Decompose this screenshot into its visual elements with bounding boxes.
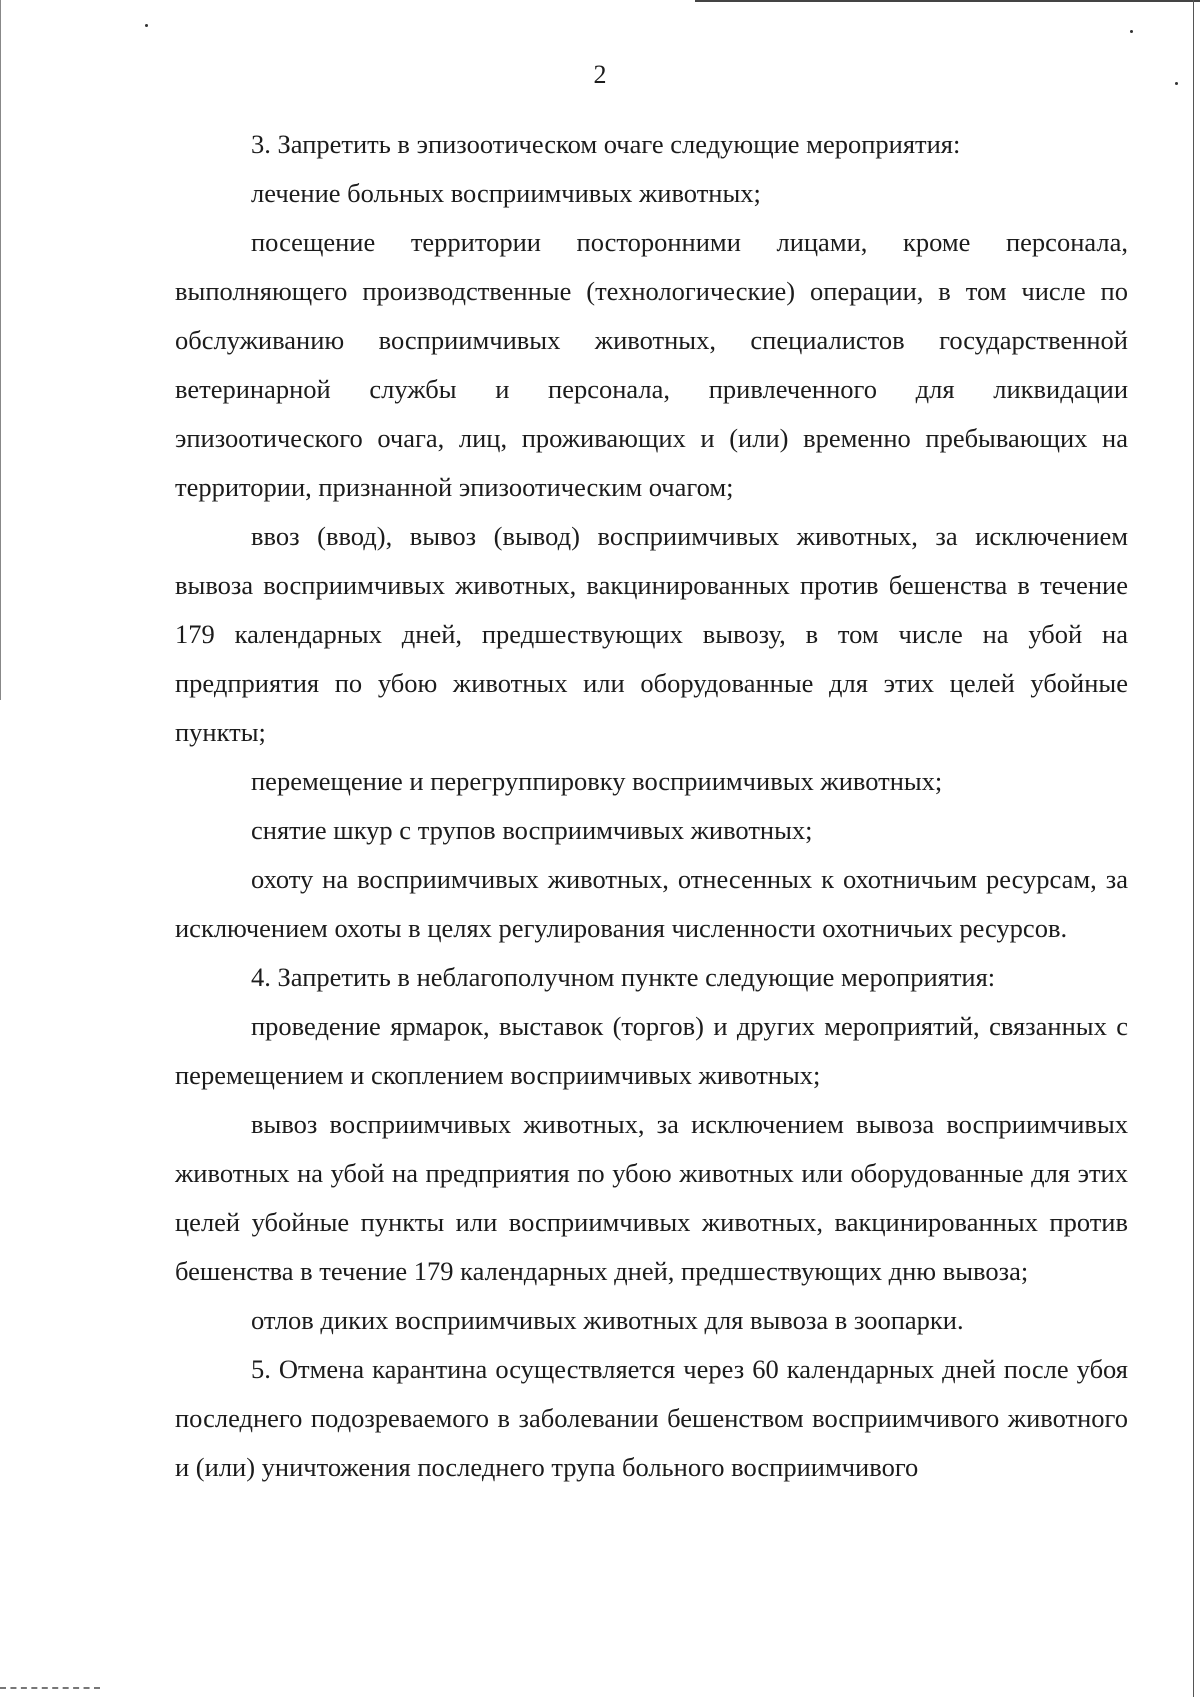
scan-speck xyxy=(145,24,148,27)
list-item-hunting: охоту на восприимчивых животных, отнесенных к охотничьим ресурсам, за исключением охоты в целях регулирования численности охотничьих ресурсов. xyxy=(175,864,1128,943)
paragraph-4-heading: 4. Запретить в неблагополучном пункте следующие мероприятия: xyxy=(251,962,996,992)
list-item-skinning: снятие шкур с трупов восприимчивых животных; xyxy=(251,815,813,845)
scan-edge-right xyxy=(1193,0,1194,1697)
page-number: 2 xyxy=(593,60,607,89)
scan-edge-top xyxy=(695,0,1200,2)
list-item-regrouping: перемещение и перегруппировку восприимчивых животных; xyxy=(251,766,943,796)
list-item-import-export: ввоз (ввод), вывоз (вывод) восприимчивых животных, за исключением вывоза восприимчивых животных, вакцинированных против бешенства в течение 179 календарных дней, предшествующих вывозу, в том числе на убой на предприятия по убою животных или оборудованные для этих целей убойные пункты; xyxy=(175,521,1128,747)
list-item-capture: отлов диких восприимчивых животных для вывоза в зоопарки. xyxy=(251,1305,964,1335)
paragraph-5: 5. Отмена карантина осуществляется через 60 календарных дней после убоя последнего подозреваемого в заболевании бешенством восприимчивого животного и (или) уничтожения последнего трупа больного восприимчивого xyxy=(175,1354,1128,1482)
document-body xyxy=(175,120,1128,1492)
paragraph-3-heading: 3. Запретить в эпизоотическом очаге следующие мероприятия: xyxy=(251,129,961,159)
scan-speck xyxy=(1130,30,1133,33)
scan-edge-bottom xyxy=(0,1687,100,1689)
scan-edge-left xyxy=(0,0,1,700)
list-item-treatment: лечение больных восприимчивых животных; xyxy=(251,178,761,208)
list-item-visits: посещение территории посторонними лицами, кроме персонала, выполняющего производственные (технологические) операции, в том числе по обслуживанию восприимчивых животных, специалистов государственной ветеринарной службы и персонала, привлеченного для ликвидации эпизоотического очага, лиц, проживающих и (или) временно пребывающих на территории, признанной эпизоотическим очагом; xyxy=(175,227,1128,502)
list-item-export: вывоз восприимчивых животных, за исключением вывоза восприимчивых животных на убой на предприятия по убою животных или оборудованные для этих целей убойные пункты или восприимчивых животных, вакцинированных против бешенства в течение 179 календарных дней, предшествующих дню вывоза; xyxy=(175,1109,1128,1286)
list-item-fairs: проведение ярмарок, выставок (торгов) и других мероприятий, связанных с перемещением и скоплением восприимчивых животных; xyxy=(175,1011,1128,1090)
